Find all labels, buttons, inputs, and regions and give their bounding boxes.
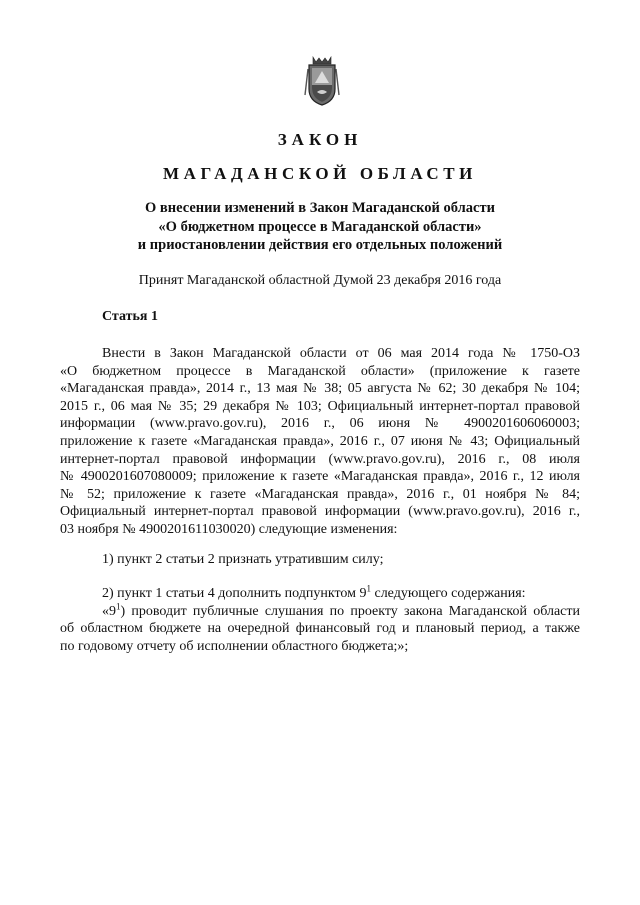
quote-line: по годовому отчету об исполнении областного бюджета;»; xyxy=(60,638,409,654)
item-text: 1) пункт 2 статьи 2 признать утратившим силу; xyxy=(102,552,384,567)
paragraph-line: 2015 г., 06 мая № 35; 29 декабря № 103; Официальный интернет-портал правовой xyxy=(60,398,580,414)
paragraph-line: № 52; приложение к газете «Магаданская правда», 2016 г., 01 ноября № 84; xyxy=(60,486,580,502)
law-heading-line: и приостановлении действия его отдельных положений xyxy=(137,237,503,253)
paragraph-line: «О бюджетном процессе в Магаданской области» (приложение к газете xyxy=(60,363,580,379)
adoption-note: Принят Магаданской областной Думой 23 декабря 2016 года xyxy=(138,273,502,288)
paragraph-line: № 4900201607080009; приложение к газете «Магаданская правда», 2016 г., 12 июля xyxy=(60,469,580,485)
article-title: Статья 1 xyxy=(102,309,158,324)
quote-part: «9 xyxy=(102,603,116,619)
article-intro-paragraph xyxy=(60,345,580,539)
item-text-part: 2) пункт 1 статьи 4 дополнить подпунктом 9 xyxy=(102,586,367,601)
superscript: 1 xyxy=(366,583,371,594)
quote-line xyxy=(60,600,580,621)
paragraph-line: интернет-портал правовой информации (www.pravo.gov.ru), 2016 г., 08 июля xyxy=(60,451,580,467)
paragraph-line: «Магаданская правда», 2014 г., 13 мая № 38; 05 августа № 62; 30 декабря № 104; xyxy=(60,381,580,397)
law-heading-line: О внесении изменений в Закон Магаданской области xyxy=(145,200,495,216)
article-item-2 xyxy=(60,585,580,655)
superscript: 1 xyxy=(116,600,121,611)
quote-part: ) проводит публичные слушания по проекту закона Магаданской области xyxy=(120,603,580,619)
law-heading-line: «О бюджетном процессе в Магаданской области» xyxy=(158,218,482,235)
paragraph-line: Внести в Закон Магаданской области от 06 мая 2014 года № 1750-ОЗ xyxy=(102,346,580,361)
paragraph-line: информации (www.pravo.gov.ru), 2016 г., 06 июня № 4900201606060003; xyxy=(60,416,580,432)
article-item-1 xyxy=(60,551,580,569)
paragraph-line: Официальный интернет-портал правовой информации (www.pravo.gov.ru), 2016 г., xyxy=(60,504,580,520)
item-text-part: следующего содержания: xyxy=(370,586,526,601)
paragraph-line: приложение к газете «Магаданская правда», 2016 г., 07 июня № 43; Официальный xyxy=(60,433,580,449)
coat-of-arms-icon xyxy=(303,55,341,107)
item-text xyxy=(60,585,580,603)
paragraph-line: 03 ноября № 4900201611030020) следующие изменения: xyxy=(60,521,398,537)
region-title: МАГАДАНСКОЙ ОБЛАСТИ xyxy=(162,164,477,183)
quote-line: об областном бюджете на очередной финансовый год и плановый период, а также xyxy=(60,621,580,637)
document-type-title: ЗАКОН xyxy=(277,130,363,149)
law-heading xyxy=(60,199,580,255)
